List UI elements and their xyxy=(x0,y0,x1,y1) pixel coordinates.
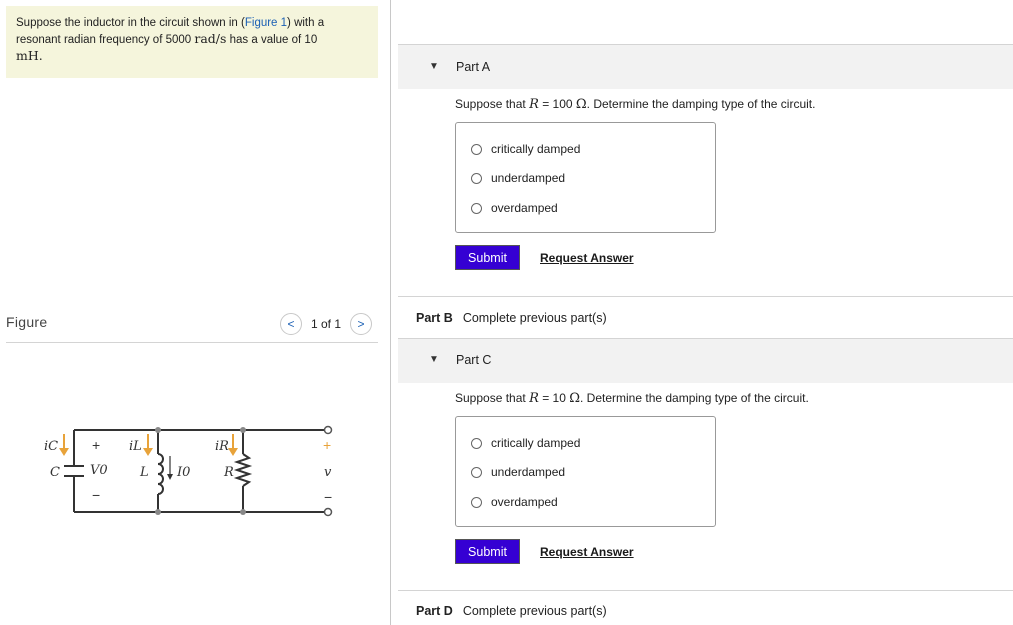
part-d-label: Part D xyxy=(416,604,453,618)
choice-label: overdamped xyxy=(491,495,558,509)
question-unit: Ω xyxy=(575,97,587,112)
part-a-submit-button[interactable]: Submit xyxy=(455,245,520,270)
part-b-label: Part B xyxy=(416,311,453,325)
part-b-row xyxy=(416,311,607,325)
part-c-submit-button[interactable]: Submit xyxy=(455,539,520,564)
figure-title: Figure xyxy=(6,314,48,330)
label-plus-v: + xyxy=(323,437,332,453)
choice-overdamped[interactable] xyxy=(471,495,558,509)
label-v: v xyxy=(324,465,332,480)
label-r: R xyxy=(224,465,234,480)
part-a-title: Part A xyxy=(456,60,491,74)
label-c: C xyxy=(50,465,60,480)
choice-label: critically damped xyxy=(491,436,581,450)
figure-divider xyxy=(6,342,378,343)
question-value: = 10 xyxy=(538,391,570,405)
caret-down-icon[interactable]: ▼ xyxy=(429,354,439,365)
separator xyxy=(398,590,1013,591)
problem-text: has a value of 10 xyxy=(226,34,318,46)
choice-critically-damped[interactable] xyxy=(471,436,580,450)
separator xyxy=(398,296,1013,297)
choice-label: underdamped xyxy=(491,465,566,479)
pager-count: 1 of 1 xyxy=(311,317,342,331)
label-ir: iR xyxy=(215,439,229,454)
radio-icon[interactable] xyxy=(471,438,482,449)
radio-icon[interactable] xyxy=(471,497,482,508)
part-a-header[interactable] xyxy=(398,45,1013,89)
question-text: Suppose that xyxy=(455,391,530,405)
radio-icon[interactable] xyxy=(471,144,482,155)
part-c-choices xyxy=(455,416,716,527)
label-plus-c: + xyxy=(92,437,101,453)
unit-inductance: mH. xyxy=(16,48,43,63)
question-text: . Determine the damping type of the circuit. xyxy=(580,391,809,405)
choice-label: overdamped xyxy=(491,201,558,215)
part-a-question xyxy=(455,97,815,112)
question-value: = 100 xyxy=(538,97,576,111)
part-c-title: Part C xyxy=(456,353,492,367)
question-unit: Ω xyxy=(569,391,580,406)
unit-freq: rad/s xyxy=(194,31,227,46)
panel-divider xyxy=(390,0,391,625)
choice-critically-damped[interactable] xyxy=(471,142,580,156)
problem-text: resonant radian frequency of 5000 xyxy=(16,34,195,46)
part-c-question xyxy=(455,391,809,406)
question-var: R xyxy=(529,97,539,112)
question-text: . Determine the damping type of the circuit. xyxy=(586,97,816,111)
problem-text: Suppose the inductor in the circuit shown in ( xyxy=(16,17,245,29)
question-var: R xyxy=(529,391,539,406)
figure-pager xyxy=(280,313,372,335)
label-l: L xyxy=(140,465,149,480)
choice-overdamped[interactable] xyxy=(471,201,558,215)
part-c-request-answer-link[interactable]: Request Answer xyxy=(540,545,634,559)
radio-icon[interactable] xyxy=(471,203,482,214)
label-minus-c: − xyxy=(92,487,101,503)
figure-link[interactable]: Figure 1 xyxy=(244,17,288,29)
label-minus-v: − xyxy=(324,489,333,505)
problem-text: ) with a xyxy=(287,17,325,29)
label-v0: V0 xyxy=(90,463,108,478)
radio-icon[interactable] xyxy=(471,173,482,184)
label-il: iL xyxy=(129,439,142,454)
label-i0: I0 xyxy=(177,465,191,480)
circuit-diagram xyxy=(40,420,350,520)
problem-statement xyxy=(6,6,378,78)
choice-label: critically damped xyxy=(491,142,581,156)
part-a-request-answer-link[interactable]: Request Answer xyxy=(540,251,634,265)
choice-underdamped[interactable] xyxy=(471,171,565,185)
chevron-right-icon[interactable]: > xyxy=(350,313,372,335)
choice-label: underdamped xyxy=(491,171,566,185)
choice-underdamped[interactable] xyxy=(471,465,565,479)
part-d-row xyxy=(416,604,607,618)
chevron-left-icon[interactable]: < xyxy=(280,313,302,335)
caret-down-icon[interactable]: ▼ xyxy=(429,61,439,72)
radio-icon[interactable] xyxy=(471,467,482,478)
part-b-status: Complete previous part(s) xyxy=(462,311,607,325)
question-text: Suppose that xyxy=(455,97,530,111)
label-ic: iC xyxy=(44,439,59,454)
part-d-status: Complete previous part(s) xyxy=(462,604,607,618)
part-a-choices xyxy=(455,122,716,233)
